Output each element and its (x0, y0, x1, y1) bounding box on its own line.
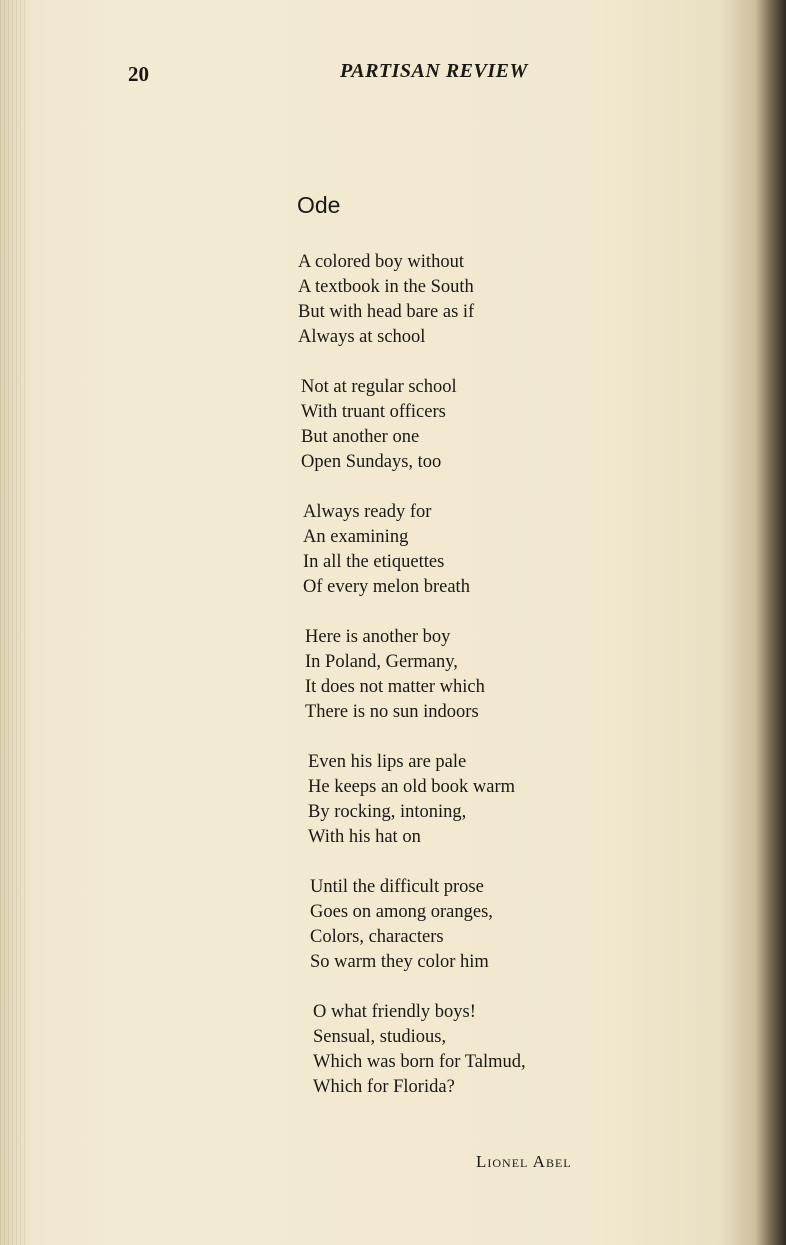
poem-line: Which was born for Talmud, (313, 1052, 526, 1072)
poem-line: Of every melon breath (303, 577, 470, 597)
stanza-5 (298, 750, 618, 850)
stanza-4 (298, 625, 618, 725)
poem-line: But another one (301, 427, 420, 447)
poem-line: A colored boy without (298, 252, 464, 272)
poem-line: He keeps an old book warm (308, 777, 516, 797)
poem-line: Open Sundays, too (301, 452, 442, 472)
poem-line: But with head bare as if (298, 302, 475, 322)
poem-line: In Poland, Germany, (305, 652, 458, 672)
poem-line: Colors, characters (310, 927, 444, 947)
poem-line: Goes on among oranges, (310, 902, 493, 922)
running-head: PARTISAN REVIEW (340, 60, 528, 82)
poem-author: Lionel Abel (476, 1152, 572, 1171)
poem-line: A textbook in the South (298, 277, 474, 297)
poem-title: Ode (297, 192, 341, 218)
poem-line: Always ready for (303, 502, 432, 522)
poem-line: O what friendly boys! (313, 1002, 476, 1022)
stanza-6 (298, 875, 618, 975)
poem-line: Not at regular school (301, 377, 457, 397)
poem-line: Even his lips are pale (308, 752, 467, 772)
page-edge-shadow (0, 0, 26, 1245)
poem-line: There is no sun indoors (305, 702, 479, 722)
stanza-2 (298, 375, 618, 475)
poem-line: So warm they color him (310, 952, 489, 972)
poem-line: Here is another boy (305, 627, 451, 647)
poem-line: It does not matter which (305, 677, 485, 697)
poem-line: Always at school (298, 327, 426, 347)
poem-line: Which for Florida? (313, 1077, 455, 1097)
poem-line: Until the difficult prose (310, 877, 484, 897)
poem-line: By rocking, intoning, (308, 802, 467, 822)
poem-line: Sensual, studious, (313, 1027, 447, 1047)
poem-line: With truant officers (301, 402, 446, 422)
poem-body (298, 250, 618, 1125)
page-header (0, 58, 786, 88)
stanza-7 (298, 1000, 618, 1100)
poem-line: An examining (303, 527, 409, 547)
poem-line: In all the etiquettes (303, 552, 445, 572)
stanza-3 (298, 500, 618, 600)
page-number: 20 (128, 62, 149, 86)
poem-line: With his hat on (308, 827, 421, 847)
stanza-1 (298, 250, 618, 350)
